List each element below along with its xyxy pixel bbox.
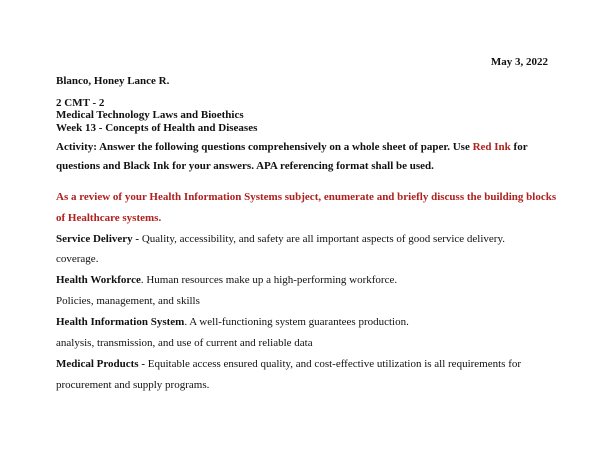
text-medical-products: Equitable access ensured quality, and cost-effective utilization is all requirements for xyxy=(145,358,522,370)
red-ink-label: Red Ink xyxy=(472,141,511,153)
text-health-information-system: . A well-functioning system guarantees production. xyxy=(184,316,409,328)
week-title: Week 13 - Concepts of Health and Diseases xyxy=(56,121,258,134)
term-health-information-system: Health Information System xyxy=(56,316,185,328)
course-title: Medical Technology Laws and Bioethics xyxy=(56,109,244,121)
answer-health-information-system-cont: analysis, transmission, and use of current and reliable data xyxy=(56,337,313,349)
document-date: May 3, 2022 xyxy=(490,56,548,68)
text-health-workforce: . Human resources make up a high-performing workforce. xyxy=(140,274,398,286)
text-service-delivery: Quality, accessibility, and safety are all important aspects of good service delivery. xyxy=(139,233,506,245)
answer-service-delivery-cont: coverage. xyxy=(56,253,99,265)
term-medical-products: Medical Products - xyxy=(56,358,146,370)
question-line-2: of Healthcare systems. xyxy=(56,212,162,224)
student-name: Blanco, Honey Lance R. xyxy=(56,75,170,87)
question-line-1: As a review of your Health Information Systems subject, enumerate and briefly discuss the building blocks xyxy=(56,191,557,203)
document-body xyxy=(56,75,556,396)
answer-medical-products-cont: procurement and supply programs. xyxy=(56,379,210,391)
activity-prefix: Activity: Answer the following questions comprehensively on a whole sheet of paper. Use xyxy=(56,141,473,153)
activity-suffix: for xyxy=(510,141,528,153)
section-label: 2 CMT - 2 xyxy=(56,96,105,109)
answer-medical-products xyxy=(56,354,556,375)
term-health-workforce: Health Workforce xyxy=(56,274,141,286)
term-service-delivery: Service Delivery - xyxy=(56,233,140,245)
activity-instructions xyxy=(56,138,556,176)
answer-service-delivery xyxy=(56,229,556,249)
answer-health-workforce-cont: Policies, management, and skills xyxy=(56,295,200,307)
answer-health-information-system xyxy=(56,312,556,333)
question-text xyxy=(56,187,556,229)
activity-line-2: questions and Black Ink for your answers. APA referencing format shall be used. xyxy=(56,160,434,172)
answer-health-workforce xyxy=(56,270,556,291)
activity-line-1 xyxy=(56,138,556,157)
